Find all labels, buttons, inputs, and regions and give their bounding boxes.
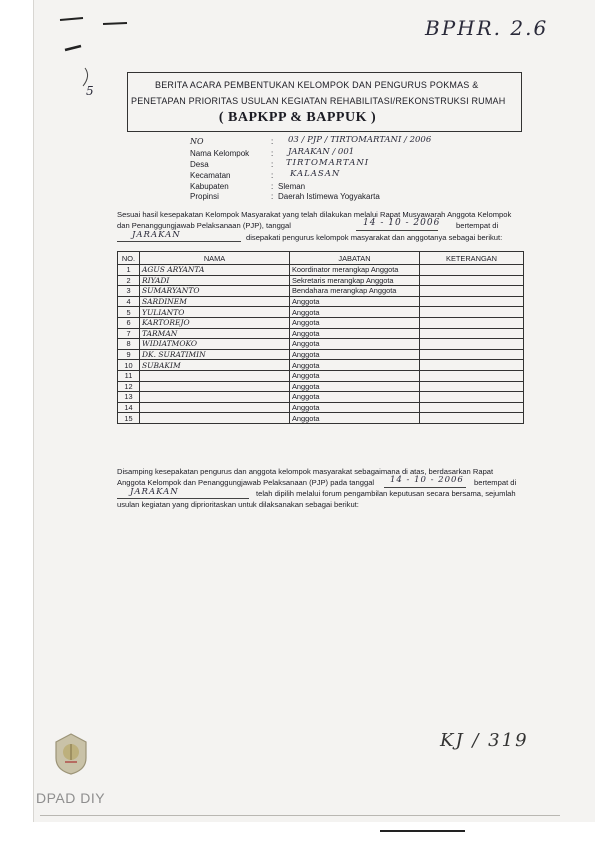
field-no-value: 03 / PJP / TIRTOMARTANI / 2006 — [288, 135, 432, 145]
row-nama: YULIANTO — [140, 307, 290, 318]
row-no: 4 — [118, 296, 140, 307]
row-keterangan — [420, 381, 524, 392]
row-nama — [140, 413, 290, 424]
closing-line-2b: bertempat di — [474, 478, 517, 487]
row-no: 10 — [118, 360, 140, 371]
intro-date: 14 - 10 - 2006 — [363, 218, 441, 228]
margin-mark: 5 — [86, 84, 94, 98]
row-jabatan: Anggota — [290, 360, 420, 371]
row-no: 9 — [118, 349, 140, 360]
intro-date-line — [356, 230, 438, 231]
field-no-label: NO — [190, 137, 204, 146]
field-no-colon: : — [271, 137, 274, 146]
table-row — [118, 307, 524, 318]
row-no: 11 — [118, 370, 140, 381]
row-keterangan — [420, 296, 524, 307]
row-keterangan — [420, 413, 524, 424]
row-nama: SUMARYANTO — [140, 286, 290, 297]
field-desa-value: TIRTOMARTANI — [286, 158, 370, 168]
header-nama: NAMA — [140, 252, 290, 265]
table-row — [118, 381, 524, 392]
title-line-1: BERITA ACARA PEMBENTUKAN KELOMPOK DAN PENGURUS POKMAS & — [155, 80, 479, 90]
field-kelompok-label: Nama Kelompok — [190, 149, 250, 158]
field-kabupaten-colon: : — [271, 182, 274, 191]
closing-place: JARAKAN — [130, 487, 179, 497]
table-row — [118, 265, 524, 276]
bottom-edge-line — [40, 815, 560, 816]
table-row — [118, 413, 524, 424]
row-jabatan: Sekretaris merangkap Anggota — [290, 275, 420, 286]
row-keterangan — [420, 402, 524, 413]
row-no: 6 — [118, 317, 140, 328]
archive-code: KJ / 319 — [440, 730, 529, 751]
field-desa-label: Desa — [190, 160, 209, 169]
row-no: 7 — [118, 328, 140, 339]
row-nama: SUBAKIM — [140, 360, 290, 371]
field-kecamatan-label: Kecamatan — [190, 171, 231, 180]
row-nama: KARTOREJO — [140, 317, 290, 328]
row-no: 3 — [118, 286, 140, 297]
row-no: 5 — [118, 307, 140, 318]
row-nama — [140, 381, 290, 392]
field-kecamatan-colon: : — [271, 171, 274, 180]
table-row — [118, 286, 524, 297]
row-no: 13 — [118, 392, 140, 403]
watermark-text: DPAD DIY — [36, 790, 106, 806]
intro-line-1: Sesuai hasil kesepakatan Kelompok Masyarakat yang telah dilakukan melalui Rapat Musyawarah Anggota Kelompok — [117, 210, 512, 219]
table-row — [118, 339, 524, 350]
bottom-mark — [380, 830, 465, 832]
row-keterangan — [420, 392, 524, 403]
dpad-logo-icon — [52, 732, 90, 776]
field-propinsi-label: Propinsi — [190, 192, 219, 201]
intro-line-2a: dan Penanggungjawab Pelaksanaan (PJP), tanggal — [117, 221, 291, 230]
row-keterangan — [420, 339, 524, 350]
intro-place-line — [117, 241, 241, 242]
table-row — [118, 328, 524, 339]
field-desa-colon: : — [271, 160, 274, 169]
table-row — [118, 317, 524, 328]
row-nama — [140, 392, 290, 403]
table-row — [118, 392, 524, 403]
row-keterangan — [420, 328, 524, 339]
reference-code: BPHR. 2.6 — [425, 16, 549, 40]
row-keterangan — [420, 275, 524, 286]
row-keterangan — [420, 349, 524, 360]
row-jabatan: Anggota — [290, 370, 420, 381]
intro-line-2b: bertempat di — [456, 221, 499, 230]
title-line-2: PENETAPAN PRIORITAS USULAN KEGIATAN REHABILITASI/REKONSTRUKSI RUMAH — [131, 96, 506, 106]
row-no: 1 — [118, 265, 140, 276]
row-nama: RIYADI — [140, 275, 290, 286]
header-jabatan: JABATAN — [290, 252, 420, 265]
row-keterangan — [420, 286, 524, 297]
field-kabupaten-label: Kabupaten — [190, 182, 229, 191]
row-keterangan — [420, 360, 524, 371]
row-keterangan — [420, 265, 524, 276]
row-keterangan — [420, 370, 524, 381]
row-no: 2 — [118, 275, 140, 286]
closing-line-4: usulan kegiatan yang diprioritaskan untuk dilaksanakan sebagai berikut: — [117, 500, 359, 509]
row-jabatan: Anggota — [290, 402, 420, 413]
closing-line-2a: Anggota Kelompok dan Penanggungjawab Pelaksanaan (PJP) pada tanggal — [117, 478, 375, 487]
row-jabatan: Anggota — [290, 392, 420, 403]
row-nama: WIDIATMOKO — [140, 339, 290, 350]
table-row — [118, 275, 524, 286]
table-row — [118, 370, 524, 381]
members-table — [117, 251, 524, 424]
field-propinsi-colon: : — [271, 192, 274, 201]
row-jabatan: Anggota — [290, 349, 420, 360]
row-jabatan: Anggota — [290, 413, 420, 424]
closing-line-3: telah dipilih melalui forum pengambilan keputusan secara bersama, sejumlah — [256, 489, 516, 498]
row-jabatan: Bendahara merangkap Anggota — [290, 286, 420, 297]
row-nama — [140, 402, 290, 413]
row-keterangan — [420, 317, 524, 328]
table-row — [118, 360, 524, 371]
row-nama: DK. SURATIMIN — [140, 349, 290, 360]
table-row — [118, 402, 524, 413]
header-keterangan: KETERANGAN — [420, 252, 524, 265]
row-jabatan: Anggota — [290, 328, 420, 339]
row-keterangan — [420, 307, 524, 318]
intro-place: JARAKAN — [132, 230, 181, 240]
header-no: NO. — [118, 252, 140, 265]
row-no: 15 — [118, 413, 140, 424]
row-jabatan: Anggota — [290, 317, 420, 328]
row-nama: AGUS ARYANTA — [140, 265, 290, 276]
intro-line-3: disepakati pengurus kelompok masyarakat dan anggotanya sebagai berikut: — [246, 233, 503, 242]
row-jabatan: Koordinator merangkap Anggota — [290, 265, 420, 276]
field-propinsi-value: Daerah Istimewa Yogyakarta — [278, 192, 380, 201]
row-nama: TARMAN — [140, 328, 290, 339]
field-kabupaten-value: Sleman — [278, 182, 306, 191]
row-no: 14 — [118, 402, 140, 413]
table-row — [118, 349, 524, 360]
margin-strokes — [55, 8, 135, 108]
table-row — [118, 296, 524, 307]
field-kecamatan-value: KALASAN — [290, 169, 341, 179]
row-jabatan: Anggota — [290, 307, 420, 318]
row-jabatan: Anggota — [290, 339, 420, 350]
row-jabatan: Anggota — [290, 296, 420, 307]
closing-date: 14 - 10 - 2006 — [390, 475, 464, 485]
table-header-row — [118, 252, 524, 265]
row-no: 8 — [118, 339, 140, 350]
row-nama — [140, 370, 290, 381]
field-kelompok-colon: : — [271, 149, 274, 158]
field-kelompok-value: JARAKAN / 001 — [288, 147, 355, 157]
title-line-3: ( BAPKPP & BAPPUK ) — [218, 110, 377, 125]
closing-line-1: Disamping kesepakatan pengurus dan anggota kelompok masyarakat sebagaimana di atas, berdasarkan Rapat — [117, 467, 494, 476]
row-jabatan: Anggota — [290, 381, 420, 392]
row-nama: SARDINEM — [140, 296, 290, 307]
row-no: 12 — [118, 381, 140, 392]
